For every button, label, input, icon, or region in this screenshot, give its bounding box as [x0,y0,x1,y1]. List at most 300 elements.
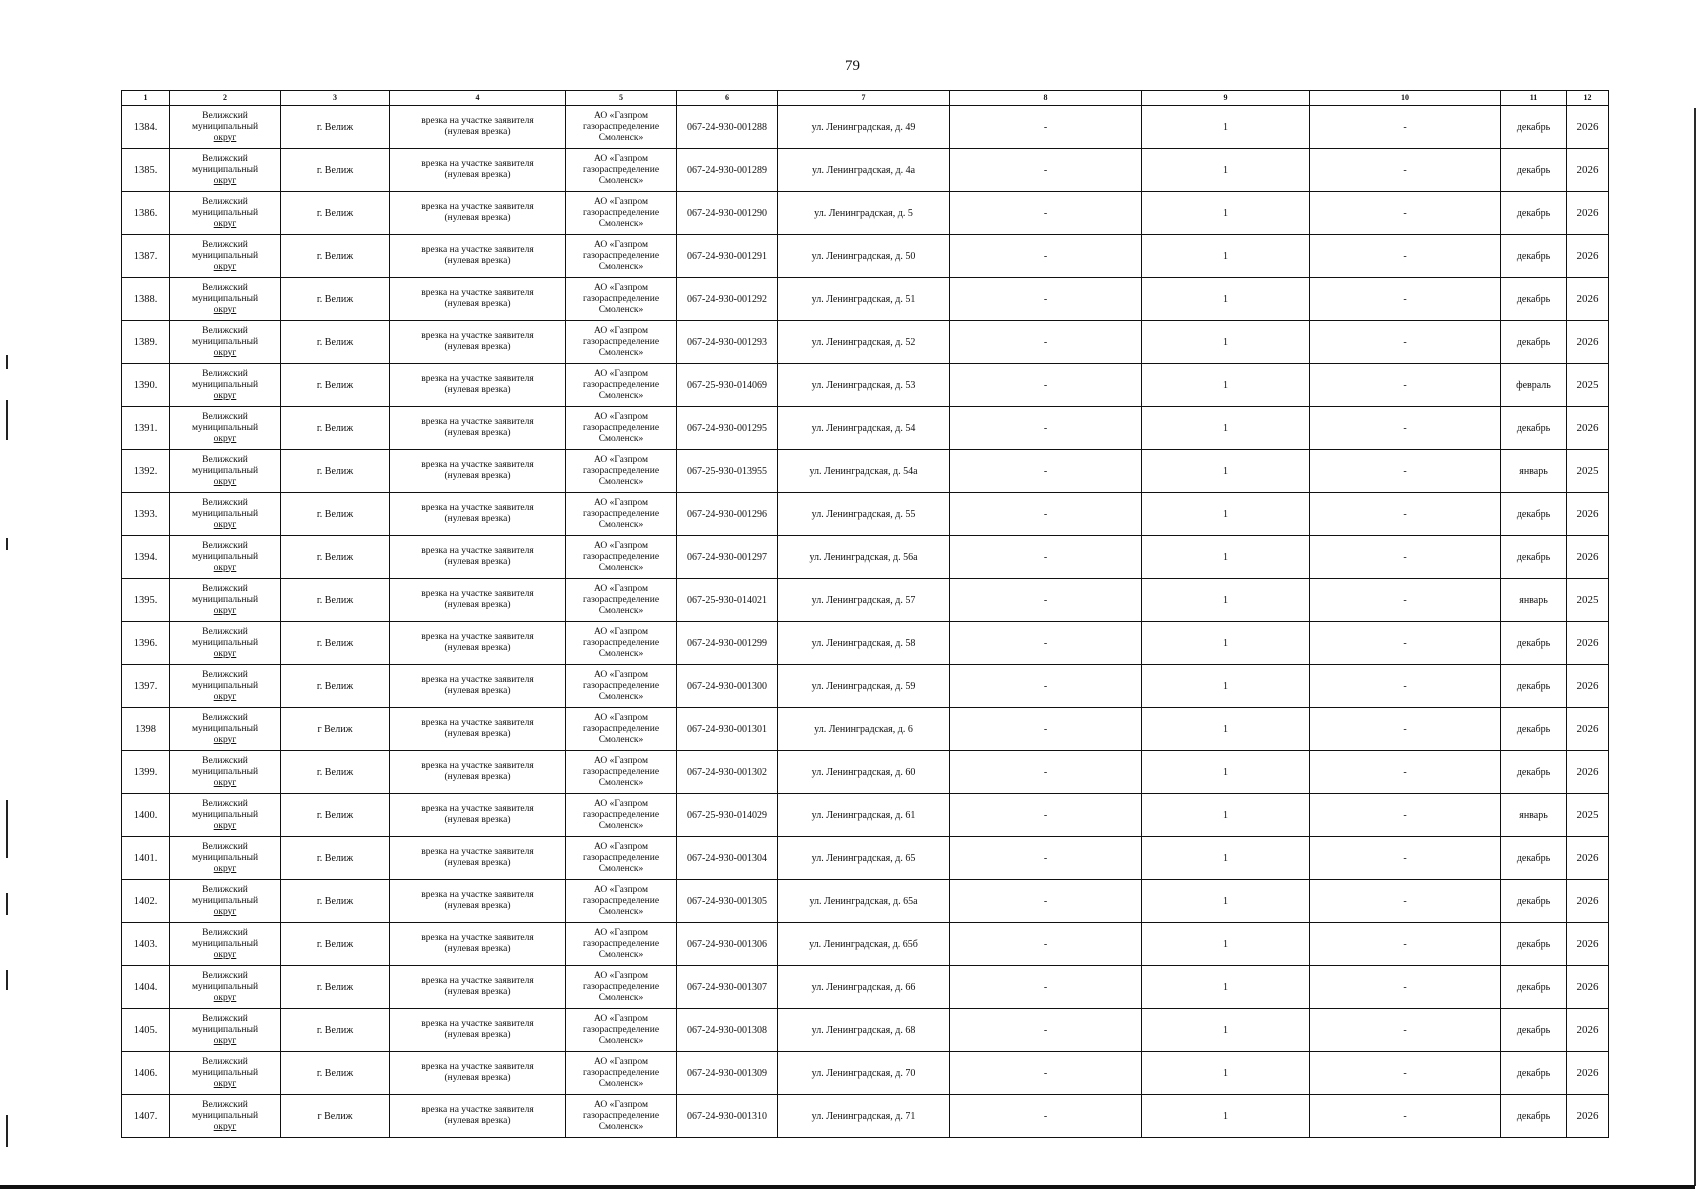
district-line: округ [213,390,237,401]
organization-cell [566,364,677,407]
connection-type-line: врезка на участке заявителя [421,245,534,255]
application-code-cell: 067-24-930-001292 [677,278,778,321]
year-cell: 2026 [1567,235,1609,278]
organization-line: Смоленск» [598,347,644,358]
row-number-cell: 1391. [122,407,170,450]
district-line: муниципальный [191,164,259,175]
column-10-cell: - [1310,1009,1501,1052]
column-10-cell: - [1310,149,1501,192]
organization-cell [566,1052,677,1095]
column-10-cell: - [1310,579,1501,622]
address-cell: ул. Ленинградская, д. 4а [778,149,950,192]
district-line: Велижский [202,884,248,895]
organization-line: Смоленск» [598,691,644,702]
column-9-cell: 1 [1142,321,1310,364]
organization-line: Смоленск» [598,562,644,573]
column-8-cell: - [950,407,1142,450]
town-cell: г. Велиж [281,966,390,1009]
connection-type-line: врезка на участке заявителя [421,804,534,814]
district-line: округ [213,304,237,315]
table-row [122,923,1609,966]
district-line: Велижский [202,325,248,336]
connection-type-line: (нулевая врезка) [444,557,511,567]
column-10-cell: - [1310,536,1501,579]
column-10-cell: - [1310,106,1501,149]
organization-cell [566,1009,677,1052]
column-10-cell: - [1310,923,1501,966]
town-cell: г. Велиж [281,880,390,923]
district-line: муниципальный [191,723,259,734]
connection-type-cell [390,493,566,536]
table-row [122,665,1609,708]
organization-line: газораспределение [582,164,660,175]
organization-line: газораспределение [582,680,660,691]
district-line: округ [213,949,237,960]
column-9-cell: 1 [1142,622,1310,665]
connection-type-cell [390,278,566,321]
application-code-cell: 067-24-930-001309 [677,1052,778,1095]
district-line: муниципальный [191,336,259,347]
connection-type-cell [390,880,566,923]
connection-type-line: врезка на участке заявителя [421,503,534,513]
scan-bottom-line [0,1185,1695,1189]
year-cell: 2026 [1567,106,1609,149]
connection-type-line: (нулевая врезка) [444,256,511,266]
organization-line: АО «Газпром [593,239,648,250]
column-9-cell: 1 [1142,450,1310,493]
table-row [122,622,1609,665]
organization-cell [566,880,677,923]
column-10-cell: - [1310,450,1501,493]
month-cell: январь [1501,794,1567,837]
column-9-cell: 1 [1142,1095,1310,1138]
district-line: округ [213,1035,237,1046]
district-line: округ [213,906,237,917]
table-row [122,708,1609,751]
district-line: муниципальный [191,981,259,992]
organization-cell [566,665,677,708]
table-row [122,751,1609,794]
connection-type-cell [390,751,566,794]
district-line: муниципальный [191,1067,259,1078]
town-cell: г. Велиж [281,235,390,278]
connection-type-line: (нулевая врезка) [444,600,511,610]
table-row [122,1009,1609,1052]
town-cell: г. Велиж [281,364,390,407]
year-cell: 2026 [1567,837,1609,880]
column-9-cell: 1 [1142,708,1310,751]
district-line: муниципальный [191,1024,259,1035]
column-10-cell: - [1310,966,1501,1009]
table-row [122,407,1609,450]
address-cell: ул. Ленинградская, д. 65б [778,923,950,966]
connection-type-line: врезка на участке заявителя [421,460,534,470]
column-8-cell: - [950,149,1142,192]
scan-mark [6,1115,8,1147]
organization-line: газораспределение [582,379,660,390]
district-line: Велижский [202,583,248,594]
district-line: Велижский [202,927,248,938]
connection-type-line: врезка на участке заявителя [421,976,534,986]
address-cell: ул. Ленинградская, д. 51 [778,278,950,321]
district-line: округ [213,433,237,444]
connection-type-line: врезка на участке заявителя [421,546,534,556]
district-line: Велижский [202,454,248,465]
organization-line: газораспределение [582,1110,660,1121]
address-cell: ул. Ленинградская, д. 61 [778,794,950,837]
column-8-cell: - [950,235,1142,278]
organization-line: Смоленск» [598,605,644,616]
district-line: округ [213,519,237,530]
row-number-cell: 1404. [122,966,170,1009]
district-line: округ [213,261,237,272]
column-header: 4 [390,91,566,106]
town-cell: г. Велиж [281,450,390,493]
district-cell [170,106,281,149]
organization-cell [566,966,677,1009]
year-cell: 2026 [1567,192,1609,235]
month-cell: январь [1501,450,1567,493]
organization-line: газораспределение [582,1024,660,1035]
town-cell: г Велиж [281,1095,390,1138]
column-8-cell: - [950,794,1142,837]
connection-type-line: врезка на участке заявителя [421,847,534,857]
town-cell: г. Велиж [281,794,390,837]
connection-type-line: (нулевая врезка) [444,815,511,825]
month-cell: декабрь [1501,536,1567,579]
application-code-cell: 067-24-930-001306 [677,923,778,966]
column-8-cell: - [950,278,1142,321]
district-line: Велижский [202,970,248,981]
month-cell: февраль [1501,364,1567,407]
connection-type-line: (нулевая врезка) [444,385,511,395]
month-cell: декабрь [1501,235,1567,278]
district-cell [170,923,281,966]
column-10-cell: - [1310,880,1501,923]
connection-type-cell [390,235,566,278]
column-9-cell: 1 [1142,837,1310,880]
month-cell: декабрь [1501,106,1567,149]
application-code-cell: 067-24-930-001291 [677,235,778,278]
district-cell [170,493,281,536]
column-9-cell: 1 [1142,407,1310,450]
column-10-cell: - [1310,407,1501,450]
organization-cell [566,321,677,364]
organization-line: Смоленск» [598,906,644,917]
table-row [122,192,1609,235]
row-number-cell: 1392. [122,450,170,493]
month-cell: декабрь [1501,192,1567,235]
district-cell [170,321,281,364]
town-cell: г. Велиж [281,321,390,364]
connection-type-line: врезка на участке заявителя [421,116,534,126]
column-10-cell: - [1310,708,1501,751]
column-header: 12 [1567,91,1609,106]
connection-type-line: (нулевая врезка) [444,514,511,524]
address-cell: ул. Ленинградская, д. 55 [778,493,950,536]
connection-type-line: врезка на участке заявителя [421,1019,534,1029]
organization-line: Смоленск» [598,949,644,960]
organization-line: АО «Газпром [593,368,648,379]
connection-type-line: (нулевая врезка) [444,944,511,954]
address-cell: ул. Ленинградская, д. 65а [778,880,950,923]
column-10-cell: - [1310,235,1501,278]
year-cell: 2026 [1567,923,1609,966]
organization-cell [566,751,677,794]
month-cell: декабрь [1501,1052,1567,1095]
organization-line: АО «Газпром [593,110,648,121]
month-cell: декабрь [1501,1009,1567,1052]
connection-type-line: врезка на участке заявителя [421,288,534,298]
month-cell: декабрь [1501,665,1567,708]
header-row [122,91,1609,106]
application-code-cell: 067-24-930-001290 [677,192,778,235]
year-cell: 2026 [1567,407,1609,450]
month-cell: декабрь [1501,278,1567,321]
address-cell: ул. Ленинградская, д. 58 [778,622,950,665]
organization-line: Смоленск» [598,304,644,315]
scan-mark [6,355,8,369]
application-code-cell: 067-24-930-001289 [677,149,778,192]
district-line: Велижский [202,411,248,422]
connection-type-line: врезка на участке заявителя [421,331,534,341]
column-9-cell: 1 [1142,665,1310,708]
connection-type-line: врезка на участке заявителя [421,933,534,943]
table-row [122,579,1609,622]
town-cell: г. Велиж [281,536,390,579]
district-line: муниципальный [191,680,259,691]
scan-mark [6,893,8,915]
organization-line: Смоленск» [598,175,644,186]
connection-type-line: (нулевая врезка) [444,686,511,696]
district-line: Велижский [202,110,248,121]
row-number-cell: 1407. [122,1095,170,1138]
connection-type-line: врезка на участке заявителя [421,1105,534,1115]
organization-line: Смоленск» [598,1121,644,1132]
column-8-cell: - [950,837,1142,880]
month-cell: январь [1501,579,1567,622]
district-line: Велижский [202,1013,248,1024]
year-cell: 2025 [1567,364,1609,407]
district-line: Велижский [202,497,248,508]
column-9-cell: 1 [1142,966,1310,1009]
district-line: Велижский [202,239,248,250]
organization-line: АО «Газпром [593,497,648,508]
town-cell: г. Велиж [281,106,390,149]
year-cell: 2026 [1567,278,1609,321]
organization-cell [566,235,677,278]
connection-type-cell [390,794,566,837]
address-cell: ул. Ленинградская, д. 57 [778,579,950,622]
town-cell: г. Велиж [281,1009,390,1052]
application-code-cell: 067-24-930-001301 [677,708,778,751]
address-cell: ул. Ленинградская, д. 56а [778,536,950,579]
district-cell [170,149,281,192]
year-cell: 2026 [1567,751,1609,794]
organization-line: газораспределение [582,293,660,304]
district-line: муниципальный [191,422,259,433]
connection-type-cell [390,1009,566,1052]
column-9-cell: 1 [1142,192,1310,235]
connection-type-line: (нулевая врезка) [444,428,511,438]
district-line: муниципальный [191,1110,259,1121]
district-line: Велижский [202,669,248,680]
organization-line: газораспределение [582,551,660,562]
application-code-cell: 067-25-930-014029 [677,794,778,837]
district-cell [170,966,281,1009]
address-cell: ул. Ленинградская, д. 59 [778,665,950,708]
organization-line: Смоленск» [598,777,644,788]
column-9-cell: 1 [1142,1052,1310,1095]
connection-type-line: (нулевая врезка) [444,729,511,739]
application-code-cell: 067-24-930-001288 [677,106,778,149]
district-line: муниципальный [191,293,259,304]
connection-type-cell [390,364,566,407]
column-header: 5 [566,91,677,106]
organization-cell [566,923,677,966]
organization-cell [566,794,677,837]
connection-type-cell [390,579,566,622]
connection-type-line: врезка на участке заявителя [421,202,534,212]
organization-cell [566,622,677,665]
town-cell: г. Велиж [281,751,390,794]
connection-type-line: врезка на участке заявителя [421,718,534,728]
column-8-cell: - [950,1052,1142,1095]
district-line: муниципальный [191,637,259,648]
year-cell: 2026 [1567,149,1609,192]
organization-cell [566,278,677,321]
column-10-cell: - [1310,837,1501,880]
organization-cell [566,493,677,536]
organization-line: АО «Газпром [593,454,648,465]
organization-cell [566,450,677,493]
organization-cell [566,149,677,192]
column-header: 1 [122,91,170,106]
year-cell: 2026 [1567,1052,1609,1095]
town-cell: г. Велиж [281,923,390,966]
column-9-cell: 1 [1142,235,1310,278]
district-line: Велижский [202,368,248,379]
organization-line: АО «Газпром [593,196,648,207]
application-code-cell: 067-24-930-001308 [677,1009,778,1052]
column-9-cell: 1 [1142,493,1310,536]
column-10-cell: - [1310,665,1501,708]
town-cell: г. Велиж [281,1052,390,1095]
organization-line: АО «Газпром [593,1013,648,1024]
connection-type-cell [390,536,566,579]
column-8-cell: - [950,880,1142,923]
application-code-cell: 067-24-930-001300 [677,665,778,708]
town-cell: г. Велиж [281,192,390,235]
row-number-cell: 1401. [122,837,170,880]
connection-type-cell [390,192,566,235]
organization-line: Смоленск» [598,519,644,530]
district-line: округ [213,562,237,573]
district-line: округ [213,132,237,143]
town-cell: г. Велиж [281,407,390,450]
column-header: 8 [950,91,1142,106]
column-8-cell: - [950,321,1142,364]
organization-line: газораспределение [582,336,660,347]
application-code-cell: 067-24-930-001304 [677,837,778,880]
year-cell: 2026 [1567,622,1609,665]
connection-type-line: (нулевая врезка) [444,987,511,997]
column-8-cell: - [950,923,1142,966]
organization-line: Смоленск» [598,476,644,487]
district-line: округ [213,218,237,229]
connection-type-line: (нулевая врезка) [444,1116,511,1126]
organization-line: Смоленск» [598,218,644,229]
month-cell: декабрь [1501,708,1567,751]
month-cell: декабрь [1501,837,1567,880]
connection-type-line: врезка на участке заявителя [421,761,534,771]
table-row [122,450,1609,493]
column-10-cell: - [1310,278,1501,321]
organization-line: газораспределение [582,250,660,261]
application-code-cell: 067-24-930-001305 [677,880,778,923]
district-cell [170,192,281,235]
organization-line: газораспределение [582,938,660,949]
connection-type-line: врезка на участке заявителя [421,374,534,384]
year-cell: 2026 [1567,665,1609,708]
row-number-cell: 1395. [122,579,170,622]
connection-type-line: (нулевая врезка) [444,342,511,352]
district-line: Велижский [202,626,248,637]
address-cell: ул. Ленинградская, д. 50 [778,235,950,278]
district-line: округ [213,1078,237,1089]
address-cell: ул. Ленинградская, д. 52 [778,321,950,364]
year-cell: 2026 [1567,1095,1609,1138]
row-number-cell: 1389. [122,321,170,364]
organization-line: АО «Газпром [593,411,648,422]
column-9-cell: 1 [1142,880,1310,923]
organization-line: Смоленск» [598,433,644,444]
district-cell [170,1009,281,1052]
table-row [122,149,1609,192]
organization-line: Смоленск» [598,863,644,874]
district-cell [170,751,281,794]
column-8-cell: - [950,192,1142,235]
organization-cell [566,407,677,450]
connection-type-cell [390,665,566,708]
organization-line: Смоленск» [598,261,644,272]
month-cell: декабрь [1501,149,1567,192]
row-number-cell: 1402. [122,880,170,923]
connection-type-cell [390,149,566,192]
organization-line: газораспределение [582,766,660,777]
connection-type-cell [390,450,566,493]
column-10-cell: - [1310,1052,1501,1095]
town-cell: г. Велиж [281,665,390,708]
connection-type-line: врезка на участке заявителя [421,159,534,169]
district-line: муниципальный [191,852,259,863]
year-cell: 2026 [1567,708,1609,751]
organization-cell [566,837,677,880]
connection-type-line: врезка на участке заявителя [421,632,534,642]
organization-line: газораспределение [582,1067,660,1078]
column-8-cell: - [950,665,1142,708]
row-number-cell: 1405. [122,1009,170,1052]
organization-line: газораспределение [582,465,660,476]
row-number-cell: 1386. [122,192,170,235]
town-cell: г. Велиж [281,149,390,192]
organization-line: Смоленск» [598,992,644,1003]
district-line: округ [213,863,237,874]
row-number-cell: 1394. [122,536,170,579]
application-code-cell: 067-25-930-013955 [677,450,778,493]
application-code-cell: 067-24-930-001293 [677,321,778,364]
district-cell [170,278,281,321]
